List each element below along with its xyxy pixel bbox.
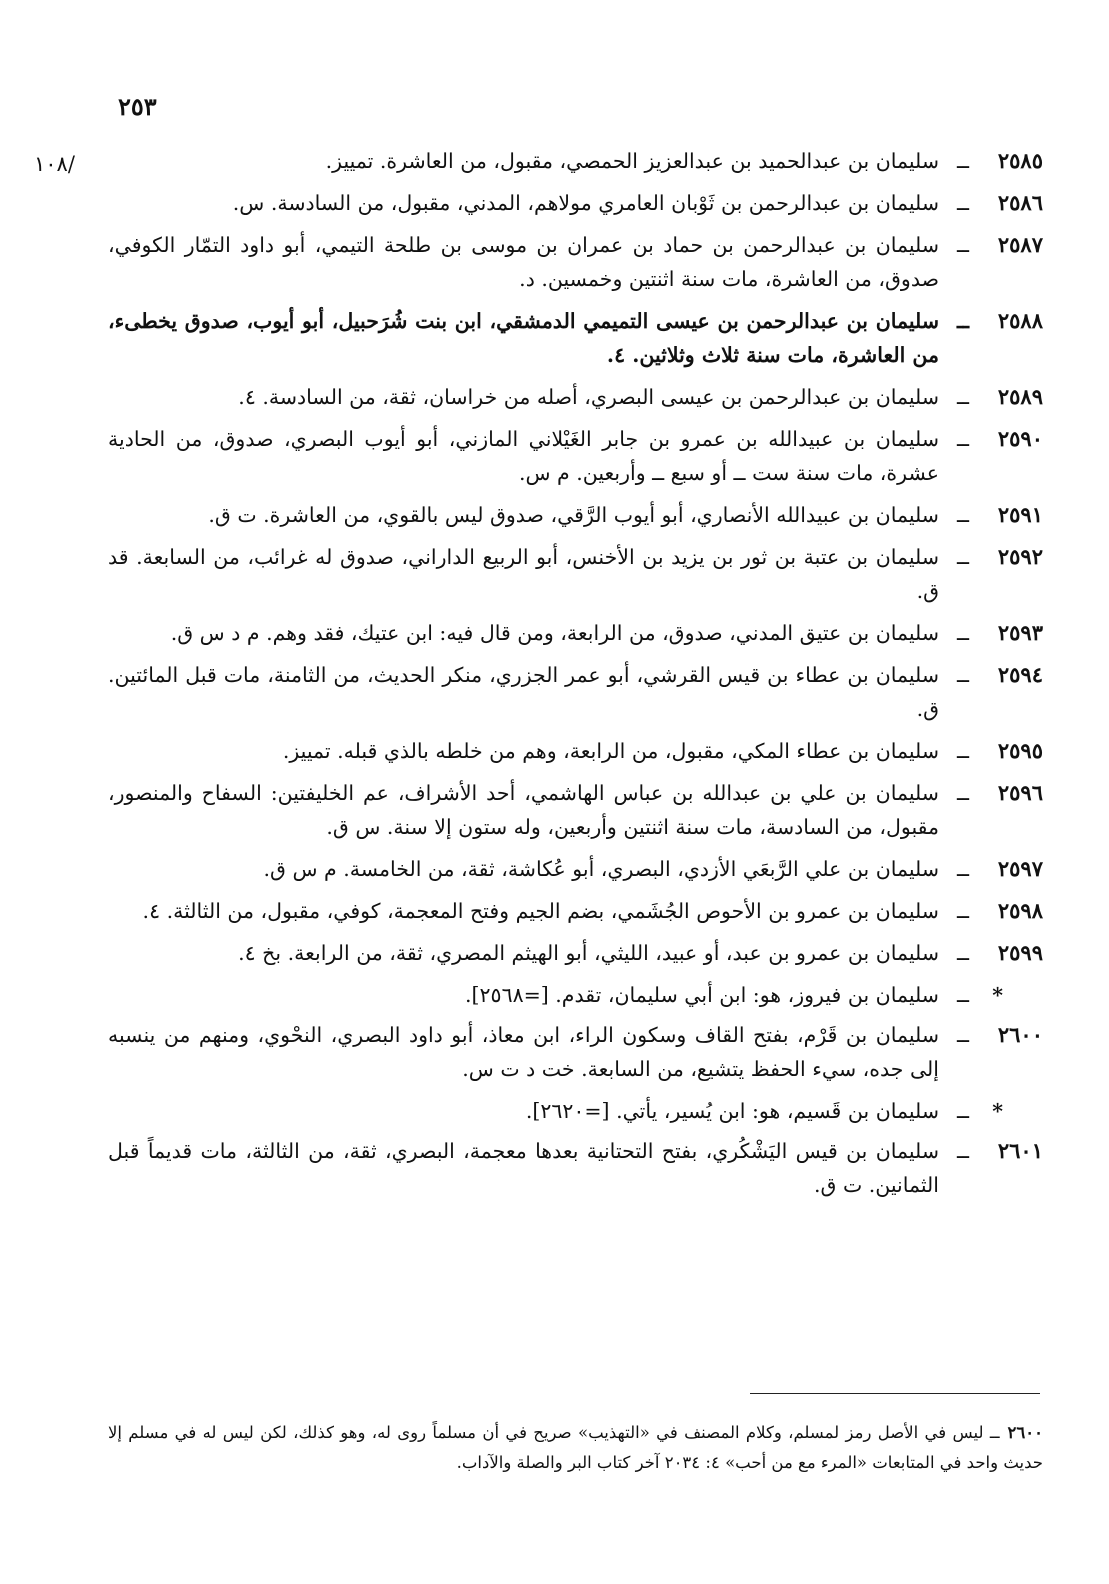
entry-text: سليمان بن قَرْم، بفتح القاف وسكون الراء، ابن معاذ، أبو داود البصري، النحْوي، ومنهم من ينسبه إلى جده، سيء الحفظ يتشيع، من السابعة. خت د ت س. [108, 1023, 939, 1081]
footnote-number: ٢٦٠٠ [1007, 1423, 1043, 1442]
page-number: ٢٥٣ [118, 92, 157, 121]
entry-dash: ــ [956, 1139, 969, 1163]
entry-text: سليمان بن علي بن عبدالله بن عباس الهاشمي، أحد الأشراف، عم الخليفتين: السفاح والمنصور، مقبول، من السادسة، مات سنة اثنتين وأربعين، وله ستون إلا سنة. س ق. [108, 781, 939, 839]
entry-text: سليمان بن عبيدالله الأنصاري، أبو أيوب الرَّقي، صدوق ليس بالقوي، من العاشرة. ت ق. [208, 503, 939, 527]
entry-number: ٢٥٩٦ [997, 780, 1043, 805]
entry-number: ٢٥٩٣ [997, 620, 1043, 645]
entry-dash: ــ [956, 857, 969, 881]
entry-text: سليمان بن قيس اليَشْكُري، بفتح التحتانية بعدها معجمة، البصري، ثقة، من الثالثة، مات قديماً قبل الثمانين. ت ق. [108, 1139, 939, 1197]
entry-dash: ــ [956, 309, 969, 333]
cross-reference-entry [108, 978, 1043, 1012]
entry-number: ٢٥٩٧ [997, 856, 1043, 881]
entry-number: ٢٥٩٤ [997, 662, 1043, 687]
cross-reference-text: سليمان بن قَسيم، هو: ابن يُسير، يأتي. [=٢٦٢٠]. [525, 1099, 939, 1123]
entry-2599 [108, 936, 1043, 970]
entry-text: سليمان بن عطاء بن قيس القرشي، أبو عمر الجزري، منكر الحديث، من الثامنة، مات قبل المائتين. ق. [108, 663, 939, 721]
entry-dash: ــ [956, 149, 969, 173]
entry-number: ٢٥٩٩ [997, 940, 1043, 965]
star-marker: * [992, 983, 1003, 1007]
entry-number: ٢٦٠٠ [997, 1022, 1043, 1047]
entry-2601 [108, 1134, 1043, 1202]
entry-text: سليمان بن عبيدالله بن عمرو بن جابر الغَيْلاني المازني، أبو أيوب البصري، صدوق، من الحادية عشرة، مات سنة ست ــ أو سبع ــ وأربعين. م س. [108, 427, 939, 485]
entry-text: سليمان بن عبدالرحمن بن عيسى التميمي الدمشقي، ابن بنت شُرَحبيل، أبو أيوب، صدوق يخطىء، من العاشرة، مات سنة ثلاث وثلاثين. ٤. [108, 309, 939, 367]
entry-text: سليمان بن علي الرَّبعَي الأزدي، البصري، أبو عُكاشة، ثقة، من الخامسة. م س ق. [263, 857, 939, 881]
entry-2590 [108, 422, 1043, 490]
entry-number: ٢٥٨٩ [997, 384, 1043, 409]
cross-reference-entry [108, 1094, 1043, 1128]
footnote [108, 1418, 1043, 1478]
entry-2595 [108, 734, 1043, 768]
entry-text: سليمان بن عتبة بن ثور بن يزيد بن الأخنس، أبو الربيع الداراني، صدوق له غرائب، من السابعة. قد ق. [108, 545, 939, 603]
entry-2598 [108, 894, 1043, 928]
entry-2585 [108, 144, 1043, 178]
entry-text: سليمان بن عمرو بن عبد، أو عبيد، الليثي، أبو الهيثم المصري، ثقة، من الرابعة. بخ ٤. [238, 941, 939, 965]
cross-reference-text: سليمان بن فيروز، هو: ابن أبي سليمان، تقدم. [=٢٥٦٨]. [465, 983, 939, 1007]
entry-number: ٢٥٩٨ [997, 898, 1043, 923]
entry-dash: ــ [956, 545, 969, 569]
entry-number: ٢٥٨٧ [997, 232, 1043, 257]
entry-number: ٢٥٨٨ [997, 308, 1043, 333]
entries-body [108, 144, 1043, 1210]
entry-dash: ــ [956, 621, 969, 645]
entry-dash: ــ [956, 781, 969, 805]
entry-2592 [108, 540, 1043, 608]
entry-2589 [108, 380, 1043, 414]
footnote-divider [750, 1393, 1040, 1394]
entry-number: ٢٥٩٥ [997, 738, 1043, 763]
entry-dash: ــ [956, 503, 969, 527]
entry-text: سليمان بن عبدالرحمن بن حماد بن عمران بن موسى بن طلحة التيمي، أبو داود التمّار الكوفي، صدوق، من العاشرة، مات سنة اثنتين وخمسين. د. [108, 233, 939, 291]
entry-text: سليمان بن عمرو بن الأحوص الجُشَمي، بضم الجيم وفتح المعجمة، كوفي، مقبول، من الثالثة. ٤. [142, 899, 939, 923]
entry-dash: ــ [956, 1023, 969, 1047]
margin-note: /١٠٨ [34, 152, 75, 176]
entry-dash: ــ [956, 941, 969, 965]
entry-number: ٢٦٠١ [997, 1138, 1043, 1163]
entry-dash: ــ [956, 663, 969, 687]
entry-2587 [108, 228, 1043, 296]
entry-number: ٢٥٩٠ [997, 426, 1043, 451]
entry-dash: ــ [956, 1099, 969, 1123]
entry-text: سليمان بن عطاء المكي، مقبول، من الرابعة، وهم من خلطه بالذي قبله. تمييز. [282, 739, 939, 763]
entry-dash: ــ [956, 899, 969, 923]
entry-dash: ــ [956, 233, 969, 257]
entry-number: ٢٥٨٦ [997, 190, 1043, 215]
entry-2586 [108, 186, 1043, 220]
entry-2600 [108, 1018, 1043, 1086]
entry-2597 [108, 852, 1043, 886]
entry-2594 [108, 658, 1043, 726]
entry-2593 [108, 616, 1043, 650]
entry-text: سليمان بن عتيق المدني، صدوق، من الرابعة، ومن قال فيه: ابن عتيك، فقد وهم. م د س ق. [170, 621, 939, 645]
entry-dash: ــ [956, 427, 969, 451]
entry-dash: ــ [956, 983, 969, 1007]
entry-2591 [108, 498, 1043, 532]
entry-number: ٢٥٨٥ [997, 148, 1043, 173]
entry-dash: ــ [956, 739, 969, 763]
star-marker: * [992, 1099, 1003, 1123]
entry-text: سليمان بن عبدالرحمن بن عيسى البصري، أصله من خراسان، ثقة، من السادسة. ٤. [238, 385, 939, 409]
entry-text: سليمان بن عبدالحميد بن عبدالعزيز الحمصي، مقبول، من العاشرة. تمييز. [325, 149, 939, 173]
footnote-text: ليس في الأصل رمز لمسلم، وكلام المصنف في «التهذيب» صريح في أن مسلماً روى له، وهو كذلك، لكن ليس له في مسلم إلا حديث واحد في المتابعات «المرء مع من أحب» ٤: ٢٠٣٤ آخر كتاب البر والصلة والآداب. [108, 1423, 1043, 1472]
entry-number: ٢٥٩٢ [997, 544, 1043, 569]
footnote-dash: ــ [983, 1423, 1000, 1442]
entry-number: ٢٥٩١ [997, 502, 1043, 527]
entry-text: سليمان بن عبدالرحمن بن ثَوْبان العامري مولاهم، المدني، مقبول، من السادسة. س. [232, 191, 939, 215]
entry-dash: ــ [956, 385, 969, 409]
entry-dash: ــ [956, 191, 969, 215]
entry-2588 [108, 304, 1043, 372]
entry-2596 [108, 776, 1043, 844]
